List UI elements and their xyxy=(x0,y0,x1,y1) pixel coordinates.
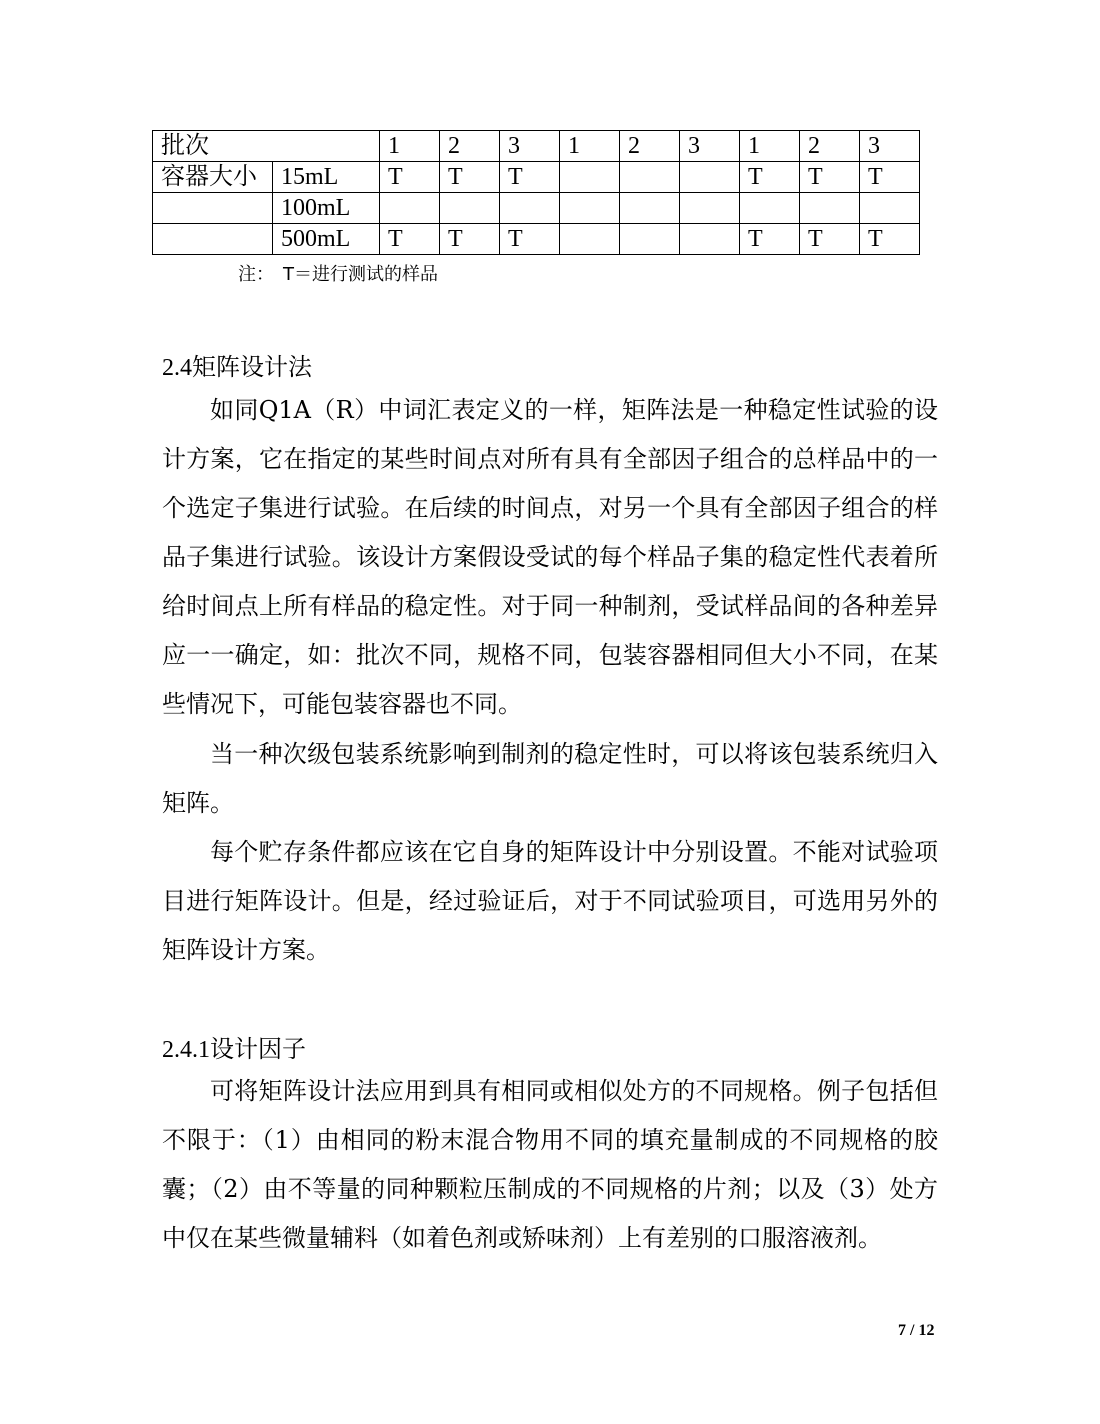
test-cell: T xyxy=(800,162,860,193)
paragraph: 如同Q1A（R）中词汇表定义的一样，矩阵法是一种稳定性试验的设计方案，它在指定的某些时间点对所有具有全部因子组合的总样品中的一个选定子集进行试验。在后续的时间点，对另一个具有全部因子组合的样品子集进行试验。该设计方案假设受试的每个样品子集的稳定性代表着所给时间点上所有样品的稳定性。对于同一种制剂，受试样品间的各种差异应一一确定，如：批次不同，规格不同，包装容器相同但大小不同，在某些情况下，可能包装容器也不同。 xyxy=(162,396,938,718)
test-cell xyxy=(620,162,680,193)
page-number: 7 / 12 xyxy=(898,1322,935,1339)
empty-cell xyxy=(153,193,273,224)
test-cell: T xyxy=(740,224,800,255)
batch-cell: 3 xyxy=(860,131,920,162)
batch-cell: 1 xyxy=(560,131,620,162)
test-cell xyxy=(680,224,740,255)
matrix-design-table xyxy=(152,130,920,255)
test-cell: T xyxy=(800,224,860,255)
test-cell xyxy=(440,193,500,224)
test-cell xyxy=(380,193,440,224)
test-cell xyxy=(620,193,680,224)
test-cell xyxy=(500,193,560,224)
paragraph: 可将矩阵设计法应用到具有相同或相似处方的不同规格。例子包括但不限于：（1）由相同的粉末混合物用不同的填充量制成的不同规格的胶囊；（2）由不等量的同种颗粒压制成的不同规格的片剂；以及（3）处方中仅在某些微量辅料（如着色剂或矫味剂）上有差别的口服溶液剂。 xyxy=(162,1077,938,1252)
batch-cell: 2 xyxy=(620,131,680,162)
batch-cell: 1 xyxy=(740,131,800,162)
test-cell xyxy=(860,193,920,224)
test-cell xyxy=(680,162,740,193)
test-cell xyxy=(560,224,620,255)
test-cell xyxy=(560,193,620,224)
section-heading-2-4-1: 2.4.1设计因子 xyxy=(162,1037,306,1063)
test-cell: T xyxy=(860,162,920,193)
batch-cell: 2 xyxy=(800,131,860,162)
empty-cell xyxy=(153,224,273,255)
paragraph: 每个贮存条件都应该在它自身的矩阵设计中分别设置。不能对试验项目进行矩阵设计。但是，经过验证后，对于不同试验项目，可选用另外的矩阵设计方案。 xyxy=(162,838,938,964)
section-heading-2-4: 2.4矩阵设计法 xyxy=(162,355,312,381)
table-row xyxy=(153,193,920,224)
test-cell: T xyxy=(740,162,800,193)
test-cell: T xyxy=(380,162,440,193)
batch-cell: 3 xyxy=(680,131,740,162)
test-cell: T xyxy=(440,224,500,255)
test-cell: T xyxy=(500,162,560,193)
batch-cell: 1 xyxy=(380,131,440,162)
size-cell: 500mL xyxy=(273,224,380,255)
table-row xyxy=(153,224,920,255)
paragraph: 当一种次级包装系统影响到制剂的稳定性时，可以将该包装系统归入矩阵。 xyxy=(162,740,938,817)
batch-label-cell: 批次 xyxy=(153,131,380,162)
table-row xyxy=(153,162,920,193)
batch-cell: 3 xyxy=(500,131,560,162)
table-note: 注： T＝进行测试的样品 xyxy=(238,264,438,285)
test-cell xyxy=(560,162,620,193)
batch-cell: 2 xyxy=(440,131,500,162)
test-cell: T xyxy=(500,224,560,255)
test-cell: T xyxy=(380,224,440,255)
size-cell: 100mL xyxy=(273,193,380,224)
test-cell: T xyxy=(440,162,500,193)
test-cell xyxy=(800,193,860,224)
test-cell xyxy=(620,224,680,255)
size-cell: 15mL xyxy=(273,162,380,193)
test-cell: T xyxy=(860,224,920,255)
container-label-cell: 容器大小 xyxy=(153,162,273,193)
test-cell xyxy=(740,193,800,224)
table-row-batch xyxy=(153,131,920,162)
test-cell xyxy=(680,193,740,224)
